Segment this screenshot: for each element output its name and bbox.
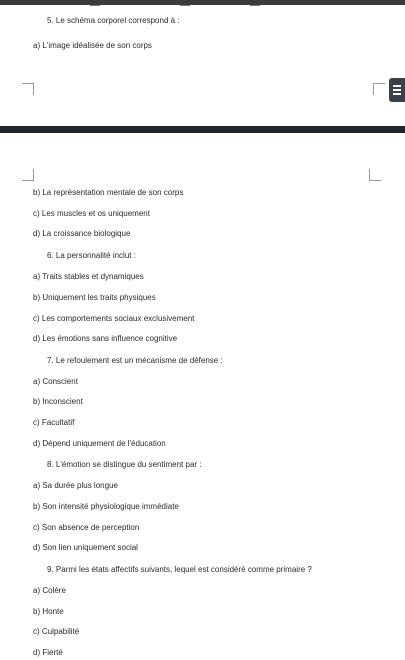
page-break-divider (0, 126, 405, 133)
question-6: 6. La personnalité inclut : (47, 251, 136, 260)
option-5d: d) La croissance biologique (33, 229, 131, 238)
question-7: 7. Le refoulement est un mécanisme de défense : (47, 356, 223, 365)
option-7a: a) Conscient (33, 377, 78, 386)
option-6b: b) Uniquement les traits physiques (33, 293, 156, 302)
toolbar-tick (250, 5, 260, 6)
option-9a: a) Colère (33, 586, 66, 595)
option-8a: a) Sa durée plus longue (33, 481, 118, 490)
option-7d: d) Dépend uniquement de l'éducation (33, 439, 166, 448)
option-9d: d) Fierté (33, 648, 63, 657)
option-6c: c) Les comportements sociaux exclusivement (33, 314, 195, 323)
option-5c: c) Les muscles et os uniquement (33, 209, 150, 218)
question-8: 8. L'émotion se distingue du sentiment par : (47, 460, 202, 469)
option-7c: c) Facultatif (33, 418, 75, 427)
crop-mark-top-left (22, 83, 34, 95)
option-6d: d) Les émotions sans influence cognitive (33, 334, 178, 343)
question-5: 5. Le schéma corporel correspond à : (47, 16, 180, 25)
top-toolbar-strip (0, 0, 405, 5)
crop-mark-bottom-left (22, 169, 34, 181)
crop-mark-top-right (373, 83, 385, 95)
toolbar-tick (180, 5, 190, 6)
option-8d: d) Son lien uniquement social (33, 543, 138, 552)
toolbar-tick (90, 5, 100, 6)
crop-mark-bottom-right (369, 169, 381, 181)
option-5b: b) La représentation mentale de son corps (33, 188, 184, 197)
option-6a: a) Traits stables et dynamiques (33, 272, 144, 281)
option-9b: b) Honte (33, 607, 64, 616)
option-5a: a) L'image idéalisée de son corps (33, 41, 152, 50)
option-8b: b) Son intensité physiologique immédiate (33, 502, 179, 511)
question-9: 9. Parmi les états affectifs suivants, lequel est considéré comme primaire ? (47, 565, 312, 574)
option-8c: c) Son absence de perception (33, 523, 140, 532)
menu-button[interactable] (389, 78, 405, 102)
option-7b: b) Inconscient (33, 397, 83, 406)
option-9c: c) Culpabilité (33, 627, 80, 636)
